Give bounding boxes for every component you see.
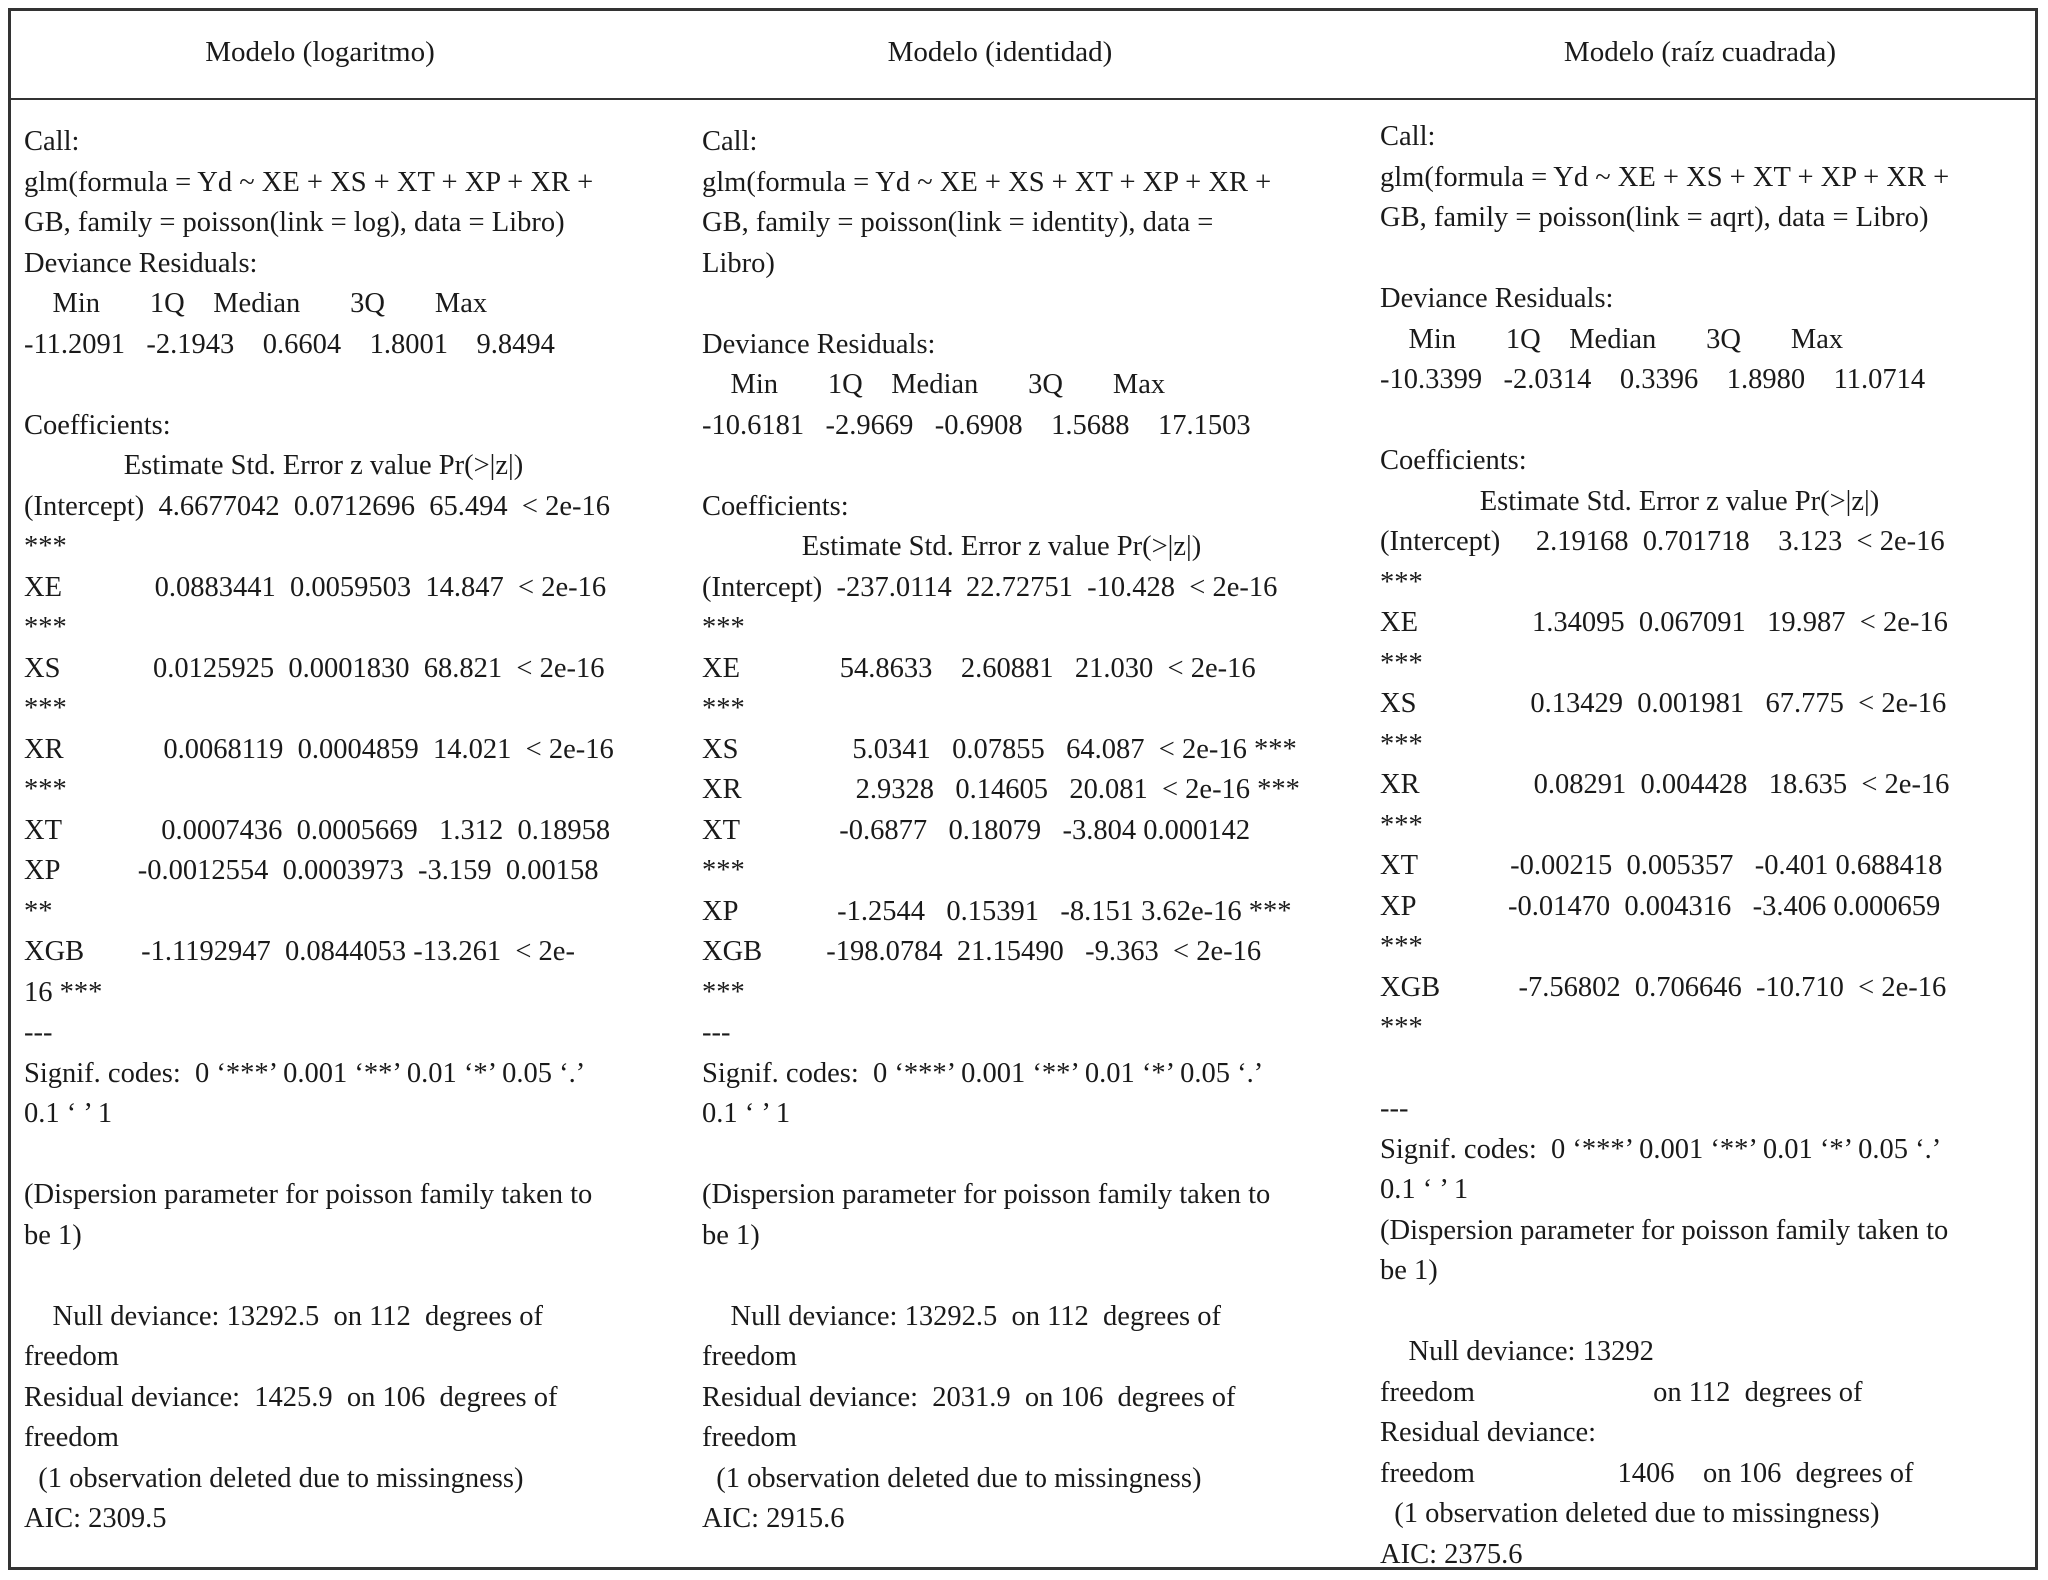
output-line: (1 observation deleted due to missingness) xyxy=(24,1462,524,1494)
output-line: --- xyxy=(1380,1093,1409,1124)
output-line: XR 0.08291 0.004428 18.635 < 2e-16 xyxy=(1380,769,1950,800)
output-line: XP -0.01470 0.004316 -3.406 0.000659 xyxy=(1380,890,1941,922)
output-line: freedom xyxy=(24,1422,119,1453)
output-line: glm(formula = Yd ~ XE + XS + XT + XP + XR + xyxy=(24,166,594,198)
output-line: XGB -198.0784 21.15490 -9.363 < 2e-16 xyxy=(702,936,1262,967)
output-line: Call: xyxy=(1380,121,1436,152)
output-line: GB, family = poisson(link = aqrt), data = Libro) xyxy=(1380,202,1929,233)
output-line: XS 5.0341 0.07855 64.087 < 2e-16 *** xyxy=(702,733,1297,765)
output-line: XR 0.0068119 0.0004859 14.021 < 2e-16 xyxy=(24,733,614,765)
output-line: *** xyxy=(1380,931,1423,962)
output-line xyxy=(24,1135,614,1176)
output-line xyxy=(1380,1292,1949,1333)
output-line: AIC: 2915.6 xyxy=(702,1503,845,1534)
output-line: XGB -7.56802 0.706646 -10.710 < 2e-16 xyxy=(1380,971,1947,1003)
output-line: --- xyxy=(702,1017,731,1048)
output-line: XGB -1.1192947 0.0844053 -13.261 < 2e- xyxy=(24,936,575,967)
column-header-identity: Modelo (identidad) xyxy=(887,36,1113,68)
output-line: Estimate Std. Error z value Pr(>|z|) xyxy=(702,531,1202,562)
output-line: *** xyxy=(702,855,745,886)
output-line: Min 1Q Median 3Q Max xyxy=(24,288,488,319)
output-line: ** xyxy=(24,895,53,927)
output-line: (Intercept) 4.6677042 0.0712696 65.494 < 2e-16 xyxy=(24,490,610,522)
output-line: be 1) xyxy=(1380,1255,1438,1286)
output-line: Deviance Residuals: xyxy=(24,247,258,279)
output-line: (Intercept) -237.0114 22.72751 -10.428 < 2e-16 xyxy=(702,571,1278,603)
output-line: XS 0.13429 0.001981 67.775 < 2e-16 xyxy=(1380,688,1947,719)
output-line: *** xyxy=(1380,1012,1423,1043)
output-line: Residual deviance: xyxy=(1380,1417,1597,1448)
output-line: *** xyxy=(1380,728,1423,760)
output-line: XE 54.8633 2.60881 21.030 < 2e-16 xyxy=(702,652,1256,684)
output-line: Coefficients: xyxy=(1380,445,1527,476)
output-line xyxy=(702,1256,1300,1297)
output-line: freedom xyxy=(24,1341,119,1372)
output-line: Signif. codes: 0 ‘***’ 0.001 ‘**’ 0.01 ‘*’ 0.05 ‘.’ xyxy=(24,1057,586,1089)
output-line: Null deviance: 13292.5 on 112 degrees of xyxy=(702,1300,1221,1332)
output-line: XR 2.9328 0.14605 20.081 < 2e-16 *** xyxy=(702,774,1300,805)
output-line xyxy=(1380,401,1949,442)
output-line: GB, family = poisson(link = identity), data = xyxy=(702,207,1214,238)
output-line: XE 0.0883441 0.0059503 14.847 < 2e-16 xyxy=(24,571,607,603)
output-line: freedom xyxy=(702,1422,797,1453)
column-header-log: Modelo (logaritmo) xyxy=(205,36,435,68)
model-output-sqrt xyxy=(1380,117,1949,1575)
output-line: XT 0.0007436 0.0005669 1.312 0.18958 xyxy=(24,814,611,846)
output-line: Deviance Residuals: xyxy=(702,328,936,360)
output-line: 0.1 ‘ ’ 1 xyxy=(1380,1174,1469,1205)
output-line: *** xyxy=(24,612,67,643)
output-line: Estimate Std. Error z value Pr(>|z|) xyxy=(24,450,524,481)
output-line: -10.6181 -2.9669 -0.6908 1.5688 17.1503 xyxy=(702,409,1251,441)
output-line: --- xyxy=(24,1017,53,1048)
output-line: Min 1Q Median 3Q Max xyxy=(1380,323,1844,355)
output-line: Deviance Residuals: xyxy=(1380,283,1614,314)
output-line: *** xyxy=(24,531,67,562)
output-line: (Dispersion parameter for poisson family taken to xyxy=(24,1179,593,1210)
output-line: Signif. codes: 0 ‘***’ 0.001 ‘**’ 0.01 ‘*’ 0.05 ‘.’ xyxy=(702,1057,1264,1089)
output-line: freedom 1406 on 106 degrees of xyxy=(1380,1457,1914,1489)
output-line: XT -0.6877 0.18079 -3.804 0.000142 xyxy=(702,814,1251,846)
output-line: Libro) xyxy=(702,247,775,279)
column-header-sqrt: Modelo (raíz cuadrada) xyxy=(1563,36,1837,68)
model-output-log xyxy=(24,122,614,1540)
output-line: *** xyxy=(1380,809,1423,841)
output-line: *** xyxy=(1380,566,1423,598)
output-line: Call: xyxy=(24,126,80,157)
output-line: Coefficients: xyxy=(24,409,171,441)
output-line: *** xyxy=(24,693,67,724)
output-line: *** xyxy=(702,976,745,1008)
output-line xyxy=(1380,239,1949,280)
output-line: *** xyxy=(24,774,67,805)
output-line: (Dispersion parameter for poisson family taken to xyxy=(702,1179,1271,1210)
output-line: *** xyxy=(702,693,745,724)
output-line xyxy=(1380,1049,1949,1090)
output-line: AIC: 2309.5 xyxy=(24,1503,167,1534)
output-line: Signif. codes: 0 ‘***’ 0.001 ‘**’ 0.01 ‘*’ 0.05 ‘.’ xyxy=(1380,1133,1942,1165)
output-line: (1 observation deleted due to missingness) xyxy=(702,1462,1202,1494)
output-line xyxy=(702,446,1300,487)
output-line: glm(formula = Yd ~ XE + XS + XT + XP + XR + xyxy=(702,166,1272,198)
output-line: Null deviance: 13292.5 on 112 degrees of xyxy=(24,1300,543,1332)
output-line: 16 *** xyxy=(24,976,103,1008)
output-line: XE 1.34095 0.067091 19.987 < 2e-16 xyxy=(1380,607,1948,638)
output-line: (1 observation deleted due to missingness) xyxy=(1380,1498,1880,1529)
output-line: AIC: 2375.6 xyxy=(1380,1538,1523,1570)
output-line: -11.2091 -2.1943 0.6604 1.8001 9.8494 xyxy=(24,328,555,360)
output-line xyxy=(702,1135,1300,1176)
output-line: -10.3399 -2.0314 0.3396 1.8980 11.0714 xyxy=(1380,364,1926,395)
model-output-identity xyxy=(702,122,1300,1540)
output-line xyxy=(702,284,1300,325)
output-line: Null deviance: 13292 xyxy=(1380,1336,1654,1367)
output-line: XS 0.0125925 0.0001830 68.821 < 2e-16 xyxy=(24,652,605,684)
output-line xyxy=(24,365,614,406)
output-line: Estimate Std. Error z value Pr(>|z|) xyxy=(1380,485,1880,517)
output-line: Residual deviance: 2031.9 on 106 degrees of xyxy=(702,1381,1236,1413)
output-line: (Intercept) 2.19168 0.701718 3.123 < 2e-16 xyxy=(1380,526,1945,557)
output-line: be 1) xyxy=(24,1219,82,1251)
output-line: GB, family = poisson(link = log), data = Libro) xyxy=(24,207,565,238)
output-line: XP -1.2544 0.15391 -8.151 3.62e-16 *** xyxy=(702,895,1292,927)
output-line: 0.1 ‘ ’ 1 xyxy=(702,1098,791,1129)
output-line: freedom xyxy=(702,1341,797,1372)
header-divider xyxy=(8,98,2038,100)
output-line: *** xyxy=(1380,647,1423,679)
output-line: Coefficients: xyxy=(702,490,849,522)
output-line: Call: xyxy=(702,126,758,157)
output-line: XT -0.00215 0.005357 -0.401 0.688418 xyxy=(1380,850,1943,881)
output-line: (Dispersion parameter for poisson family taken to xyxy=(1380,1214,1949,1246)
output-line: Residual deviance: 1425.9 on 106 degrees of xyxy=(24,1381,558,1413)
output-line xyxy=(24,1256,614,1297)
output-line: Min 1Q Median 3Q Max xyxy=(702,369,1166,400)
output-line: *** xyxy=(702,612,745,643)
output-line: be 1) xyxy=(702,1219,760,1251)
output-line: 0.1 ‘ ’ 1 xyxy=(24,1098,113,1129)
output-line: glm(formula = Yd ~ XE + XS + XT + XP + XR + xyxy=(1380,161,1950,193)
output-line: XP -0.0012554 0.0003973 -3.159 0.00158 xyxy=(24,855,599,886)
output-line: freedom on 112 degrees of xyxy=(1380,1376,1863,1408)
